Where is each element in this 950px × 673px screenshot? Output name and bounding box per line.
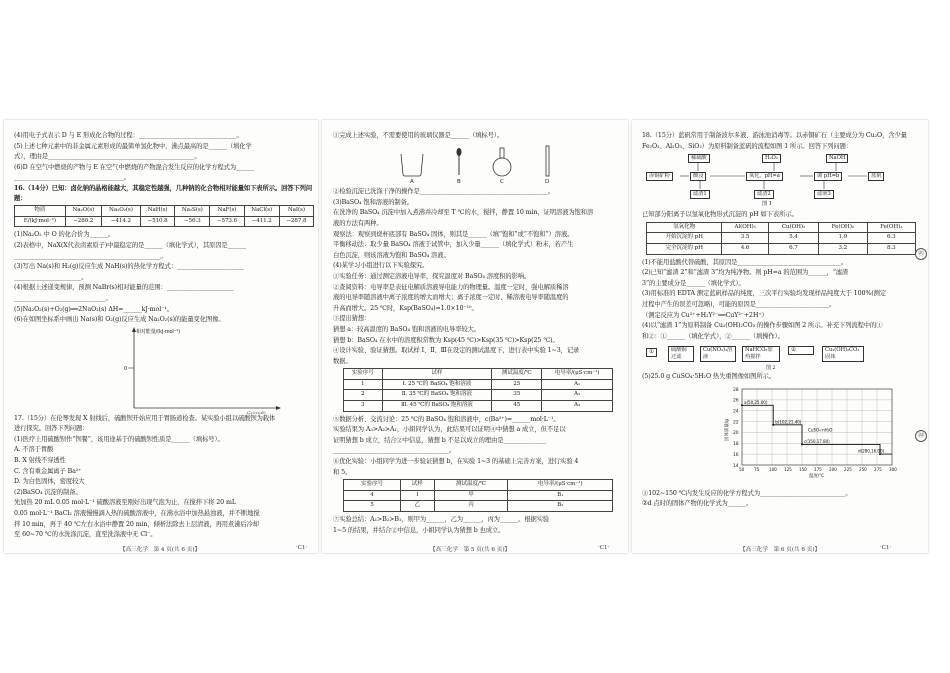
energy-ylabel: 相对能量/(kJ·mol⁻¹) — [136, 328, 181, 335]
apparatus-label-c: C — [500, 178, 504, 184]
tg-ytick: 24 — [733, 409, 739, 415]
ph-table — [646, 222, 916, 255]
t1-cell: 2 — [344, 390, 383, 401]
q16-value: −414.2 — [101, 216, 140, 227]
dropper-figure — [457, 148, 462, 175]
t1-row — [344, 390, 613, 401]
q17-line-10: 0.05 mol·L⁻¹ BaCl₂ 溶液慢慢滴入热的硫酸溶液中，在沸水浴中加热悬浊液，并不断地搅 — [14, 510, 260, 518]
mid-lines-c — [333, 415, 623, 478]
q17-line-3: (1)医疗上用硫酸钡作“钡餐”，该用途基于的硫酸钡性质是______（填标号）。 — [14, 435, 224, 443]
q18-lines-2 — [642, 258, 924, 342]
mid-c-line-4: ______________________________________。 — [333, 447, 456, 455]
q15-line-5: ____________________________________。 — [14, 174, 130, 182]
t2-cell: 乙 — [400, 501, 434, 512]
mid-lines-a — [333, 131, 623, 141]
flow2-step-3: NaHCO₃加热搅拌 — [742, 346, 780, 362]
mid-b-line-17: 数据。 — [333, 357, 352, 365]
t2-cell: 甲 — [434, 490, 508, 501]
page-5-footer-code: ·C1· — [598, 545, 610, 551]
t1-header-1: 实验序号 — [344, 369, 383, 380]
page-5-content — [333, 131, 623, 536]
mid-b-line-2: (3)BaSO₄ 饱和溶液的制备。 — [333, 198, 413, 206]
mid-b-line-12: 升高而增大。25 ℃时，Ksp(BaSO₄)=1.0×10⁻¹⁰。 — [333, 304, 478, 312]
ph-header-2: Al(OH)₃ — [722, 222, 769, 233]
mid-b-line-8: (4)某学习小组进行以下实验探究。 — [333, 262, 429, 270]
q18-line2-5: 过程中产生的误差可忽略)，可能的原因是________________________。 — [642, 300, 836, 308]
page-6-content — [642, 131, 924, 510]
q16-line-8: (5)Na₂O₂(s)+O₂(g)══2NaO₂(s) ΔH=______kJ·mol⁻¹。 — [14, 305, 173, 313]
page-6-footer-code: ·C1· — [880, 545, 892, 551]
ph-header-1: 氢氧化物 — [647, 222, 722, 233]
tg-ytick: 20 — [733, 431, 739, 437]
page-4-content — [14, 131, 314, 541]
tg-xtick: 75 — [754, 466, 760, 472]
mid-b-line-4: 液的方法有两种。 — [333, 219, 383, 227]
mid-b-line-9: ①实验任务：通过测定溶液电导率，探究温度对 BaSO₄ 溶度积的影响。 — [333, 272, 531, 280]
flow1-step-product: 蓝矾 — [868, 172, 884, 181]
mid-c-line-6: 和 5。 — [333, 468, 352, 476]
tg-xtick: 125 — [784, 466, 792, 472]
q16-value: −411.2 — [244, 216, 279, 227]
t1-row — [344, 401, 613, 412]
t2-cell: B₁ — [508, 490, 613, 501]
flow2-step-2: Cu(NO₃)₂溶液 — [700, 346, 736, 362]
ph-cell: 4.6 — [722, 243, 769, 254]
q17-lines — [14, 414, 314, 540]
q16-line-2: (2)表格中，NaX(X代表卤素原子)中最稳定的是______（填化学式），其原因是______ — [14, 241, 246, 249]
mid-lines-d — [333, 515, 623, 535]
mid-b-line-14: 猜想 a：较高温度的 BaSO₄ 饱和溶液的电导率较大。 — [333, 325, 480, 333]
mid-d-line-2: 1~5 的结果，并结合②中信息，小組同学认为猜想 b 也成立。 — [333, 526, 505, 534]
glassware-figure — [333, 142, 623, 184]
t1-row — [344, 379, 613, 390]
mid-b-line-6: 平衡移动法：取少量 BaSO₄ 溶液于试管中，加入少量______（填化学式）粉末，若产生 — [333, 241, 574, 249]
q15-line-3: 式），理由是________________________________________________。 — [14, 153, 201, 161]
mid-b-line-3: 在洗净的 BaSO₄ 沉淀中加入煮沸并冷却至 T ℃的水，搅拌，静置 10 min，证明溶液为饱和溶 — [333, 209, 594, 217]
tg-xtick: 100 — [769, 466, 777, 472]
t2-cell: Ⅰ — [400, 490, 434, 501]
apparatus-label-a: A — [410, 178, 414, 184]
ph-cell: 1.9 — [819, 233, 867, 244]
q18-line2-8: 和②：①______（填化学式），②______（填操作）。 — [642, 332, 784, 340]
tg-ytick: 22 — [733, 420, 739, 426]
q17-line-4: A. 不溶于胃酸 — [14, 446, 54, 454]
q18-line-1: 18.（15分）蓝矾常用于制备波尔多液、游泳池消毒等。以赤铜矿石（主要成分为 Cu₂O，含少量 — [642, 132, 907, 139]
q18-line2-2: (2)已知“滤渣 2”和“滤渣 3”均为纯净物。则 pH=a 的范围为______，“滤渣 — [642, 269, 849, 277]
tg-xtick: 150 — [799, 466, 807, 472]
q16-value: −56.3 — [175, 216, 210, 227]
t1-cell: 35 — [492, 390, 542, 401]
t2-cell: 5 — [344, 501, 401, 512]
q17-line-6: C. 含有重金属离子 Ba²⁺ — [14, 467, 82, 475]
tg-xtick: 250 — [859, 466, 867, 472]
tg-point-label: b(102,21.40) — [775, 419, 802, 425]
mid-b-line-15: 猜想 b：BaSO₄ 在水中的溶度积常数为 Ksp(45 ℃)>Ksp(35 ℃)>Ksp(25 ℃)。 — [333, 336, 559, 344]
mid-b-line-16: ④设计实验、验证猜想。取试样 Ⅰ、Ⅱ、Ⅲ在设定的测试温度下，进行表中实验 1~3，记录 — [333, 347, 580, 355]
t1-cell: 45 — [492, 401, 542, 412]
q17-line-8: (2)BaSO₄ 沉淀的制备。 — [14, 488, 82, 496]
q18-intro: 已知部分阳离子以氢氧化物形式沉淀的 pH 如下表所示。 — [642, 211, 798, 219]
ph-cell: 开始沉淀的 pH — [647, 233, 722, 244]
flow1-arrows — [642, 152, 924, 210]
q18-line2-6: （测定反应为 Cu²⁺+H₂Y²⁻══CuY²⁻+2H⁺） — [642, 311, 768, 319]
flow2-step-4: ② — [788, 346, 814, 355]
mid-c-line-1: ⑤数据分析、交流讨论：25 ℃的 BaSO₄ 饱和溶液中，c(Ba²⁺)=______mol·L⁻¹。 — [333, 415, 560, 423]
t2-cell: 4 — [344, 490, 401, 501]
mid-a-line-1: ①完成上述实验，不需要使用的玻璃仪器是______（填标号）。 — [333, 132, 504, 139]
mid-d-line-1: ⑦实验总结：A₁>B₂>B₁，则甲为______，乙为______，丙为______。根据实验 — [333, 516, 550, 523]
mid-b-line-11: 液的电导率随溶液中离子浓度的增大而增大；离子浓度一定时，稀溶液电导率随温度的 — [333, 294, 569, 302]
flow1-top-2: H₂O₂ — [762, 154, 781, 163]
page-4-footer: 【高三化学 第 4 页(共 6 页)】 — [120, 547, 201, 553]
t2-cell: 丙 — [434, 501, 508, 512]
tg-point — [741, 404, 743, 406]
q16-value: −287.8 — [279, 216, 313, 227]
q16-line-6: (4)根据上述递变规律，预测 NaBr(s)相对能量的范围：______________________ — [14, 284, 234, 292]
apparatus-label-d: D — [545, 178, 550, 184]
t1-cell: Ⅲ. 45 ℃的 BaSO₄ 饱和溶液 — [382, 401, 492, 412]
ph-cell: 6.7 — [768, 243, 818, 254]
conductivity-table-2 — [343, 479, 613, 512]
t1-cell: 1 — [344, 379, 383, 390]
q15-line-1: (4)用电子式表示 D 与 E 形成化合物的过程：________________________________。 — [14, 132, 243, 139]
tg-point-label: a(50,25.00) — [744, 399, 768, 405]
ph-cell: 3.2 — [819, 243, 867, 254]
q18-line3-1: ①102~150 ℃内发生反应的化学方程式为____________________________。 — [642, 489, 852, 497]
tg-point — [772, 424, 774, 426]
flow1-filtrate-3: 滤液3 — [814, 190, 834, 199]
q18-line2-7: (4)以“滤渣 1”为原料制备 Cu₂(OH)₂CO₃ 的操作步骤如图 2 所示。补充下列流程中的① — [642, 322, 883, 330]
t1-header-4: 电导率/(μS·cm⁻¹) — [542, 369, 613, 380]
ph-row — [647, 243, 916, 254]
ph-header-5: Fe(OH)₃ — [867, 222, 915, 233]
flow1-step-oxidize: 氧化、pH=a — [746, 172, 783, 181]
q16-line-3: ________________________________________________。 — [14, 252, 167, 260]
flow1-residue-2: 滤渣2 — [754, 190, 774, 199]
mid-b-line-7: 白色沉淀，则该溶液为饱和 BaSO₄ 溶液。 — [333, 251, 450, 259]
margin-mark-21: ㉑ — [915, 248, 927, 260]
t2-header-1: 实验序号 — [344, 480, 401, 491]
flow2-step-1: ① — [646, 348, 657, 357]
t2-row — [344, 501, 613, 512]
t2-header-4: 电导率/(μS·cm⁻¹) — [508, 480, 613, 491]
t1-cell: A₁ — [542, 379, 613, 390]
t2-header-3: 测试温度/℃ — [434, 480, 508, 491]
q16-line-9: (6)在如图坐标系中画出 Na(s)和 O₂(g)反应生成 Na₂O₂(s)的能量变化图像。 — [14, 316, 225, 324]
tg-point-label: d(280,16.00) — [858, 448, 885, 454]
t1-cell: Ⅱ. 35 ℃的 BaSO₄ 饱和溶液 — [382, 390, 492, 401]
flow2-step-5: Cu₂(OH)₂CO₃固体 — [822, 346, 864, 362]
tg-xlabel: 温度/℃ — [809, 473, 825, 479]
ph-cell: 完全沉淀的 pH — [647, 243, 722, 254]
tg-point-label: c(150,17.80) — [804, 438, 830, 444]
q18-line3-2: ②d 点时的固体产物的化学式为______。 — [642, 500, 753, 508]
q16-header-6: NaF(s) — [210, 206, 244, 217]
q16-header-2: Na₂O(s) — [65, 206, 101, 217]
mid-lines-b — [333, 187, 623, 366]
q15-line-2: (5)上述七种元素中的非金属元素形成的最简单氢化物中，沸点最高的是______（填化学 — [14, 142, 252, 150]
tg-ytick: 18 — [733, 441, 739, 447]
q16-lines — [14, 230, 314, 324]
t2-cell: B₂ — [508, 501, 613, 512]
tg-xtick: 225 — [844, 466, 852, 472]
tg-xtick: 300 — [889, 466, 897, 472]
tg-ylabel: 固体质量/g — [725, 419, 730, 441]
t1-cell: Ⅰ. 25 ℃的 BaSO₄ 饱和溶液 — [382, 379, 492, 390]
flow1-step-ore: 赤铜矿粉 — [646, 172, 673, 181]
mid-b-line-1: ②检验沉淀已洗涤干净的操作是__________________________________________。 — [333, 188, 554, 196]
q17-line-1: 17.（15分）在伦琴发现 X 射线后，硫酸钡开始应用于胃肠道检查。某实验小组以硫酸钡为载体 — [14, 414, 276, 422]
ph-cell: 8.3 — [867, 243, 915, 254]
flask-figure — [493, 148, 511, 176]
q18-line2-1: (1)不能用盐酸代替硫酸，其原因是__________________________________。 — [642, 258, 848, 266]
q18-tg-intro: (5)25.0 g CuSO₄·5H₂O 热失重图像如图所示。 — [642, 373, 775, 381]
q17-line-2: 进行探究。回答下列问题： — [14, 425, 89, 433]
tg-chart — [642, 383, 924, 485]
ph-header-4: Fe(OH)₂ — [819, 222, 867, 233]
energy-origin: 0 — [124, 365, 128, 372]
q16-header-4: NaH(s) — [141, 206, 175, 217]
tg-xtick: 275 — [874, 466, 882, 472]
q16-title: 16.（14分）已知：卤化钠的晶格能越大，其稳定性越强，几种钠的化合物相对能量如下表所示。回答下列问题： — [14, 184, 313, 202]
q16-header-3: Na₂O₂(s) — [101, 206, 140, 217]
page-6-footer: 【高三化学 第 6 页(共 6 页)】 — [740, 547, 821, 553]
ph-row — [647, 233, 916, 244]
page-4-footer-code: ·C1· — [296, 545, 308, 551]
q16-line-4: (3)写出 Na(s)和 H₂(g)反应生成 NaH(s)的热化学方程式：______________________ — [14, 263, 245, 271]
energy-axes-svg — [14, 326, 314, 414]
q16-row-label: E/(kJ·mol⁻¹) — [15, 216, 66, 227]
page-5-footer: 【高三化学 第 5 页(共 6 页)】 — [430, 547, 511, 553]
t1-cell: 25 — [492, 379, 542, 390]
q17-line-11: 拌 10 min，再于 40 ℃左右水浴中静置 20 min，倾析法除去上层清液，再用煮沸后冷却 — [14, 520, 259, 528]
q16-value: −510.8 — [141, 216, 175, 227]
ph-cell: 3.5 — [722, 233, 769, 244]
tg-annotation: CuSO₄·nH₂O — [808, 427, 833, 433]
q16-line-1: (1)Na₂O₂ 中 O 的化合价为______。 — [14, 231, 115, 239]
flow1-top-3: NaOH — [826, 154, 848, 163]
t1-cell: A₃ — [542, 401, 613, 412]
ph-header-3: Cu(OH)₂ — [768, 222, 818, 233]
tg-ytick: 28 — [733, 387, 739, 393]
flow2-start: 硫酸铜过滤 — [668, 346, 694, 362]
tg-xtick: 50 — [739, 466, 745, 472]
flow1-step-leach: 酸浸 — [690, 172, 706, 181]
energy-xlabel — [246, 411, 266, 414]
ph-cell: 5.4 — [768, 233, 818, 244]
conductivity-table-1 — [343, 368, 613, 411]
t2-header-2: 试样 — [400, 480, 434, 491]
flow1-top-1: 稀硫酸 — [688, 154, 710, 163]
mid-c-line-2: 实验结果为 A₃>A₂>A₁，小組同学认为，此结果可以证明④中猜想 a 成立，但不足以 — [333, 426, 566, 434]
q16-value: −280.2 — [65, 216, 101, 227]
t2-row — [344, 490, 613, 501]
q15-lines — [14, 131, 314, 183]
flow1-residue-1: 滤渣1 — [690, 190, 710, 199]
flow1-caption: 图 1 — [762, 201, 773, 208]
energy-axes — [14, 326, 314, 414]
q16-header-1: 物质 — [15, 206, 66, 217]
t1-cell: 3 — [344, 401, 383, 412]
tg-ytick: 26 — [733, 398, 739, 404]
glass-rod-figure — [546, 146, 549, 176]
q16-table — [14, 205, 314, 227]
mid-b-line-10: ②查阅资料：电导率是表征电解质溶液导电能力的物理量。温度一定时，强电解质稀溶 — [333, 283, 569, 291]
t1-header-3: 测试温度/℃ — [492, 369, 542, 380]
q15-line-4: (6)D 在空气中燃烧的产物与 E 在空气中燃烧的产物混合发生反应的化学方程式为______ — [14, 163, 255, 171]
q16-line-7: ______________________________。 — [14, 294, 112, 302]
t1-cell: A₂ — [542, 390, 613, 401]
q17-line-12: 至 60~70 ℃的水洗涤沉淀，直至洗涤液中无 Cl⁻。 — [14, 531, 157, 539]
tg-xtick: 175 — [814, 466, 822, 472]
q17-line-7: D. 为白色固体，密度较大 — [14, 478, 85, 486]
flow2-caption: 图 2 — [766, 365, 776, 372]
q17-line-9: 先加热 20 mL 0.05 mol·L⁻¹ 硫酸溶液至刚好出现气泡为止，在搅拌下将 20 mL — [14, 499, 236, 507]
beaker-figure — [401, 154, 423, 176]
q18-lines — [642, 131, 924, 151]
q16-header-8: NaI(s) — [279, 206, 313, 217]
q18-line2-3: 3”的主要成分是______（填化学式）。 — [642, 279, 745, 287]
flow1-step-adjust: 调 pH=b — [814, 172, 842, 181]
mid-c-line-5: ⑥优化实验：小组同学为进一步验证猜想 b，在实验 1~3 的基础上完善方案，进行实验 4 — [333, 458, 579, 466]
q16-header-7: NaCl(s) — [244, 206, 279, 217]
flow-figure-1 — [642, 152, 924, 210]
tg-xtick: 200 — [829, 466, 837, 472]
flow-figure-2 — [642, 342, 924, 372]
mid-c-line-3: 证明猜想 b 成立，结合②中信息，猜想 b 不足以成立的理由是______________ — [333, 436, 547, 444]
q16-value: −573.6 — [210, 216, 244, 227]
tg-ytick: 14 — [733, 463, 739, 469]
ph-cell: 6.3 — [867, 233, 915, 244]
q18-line2-4: (3)用标准的 EDTA 测定蓝矾样品的纯度，三次平行实验均发现样品纯度大于 100%(测定 — [642, 290, 887, 298]
q18-line-2: Fe₂O₃、Al₂O₃、SiO₂）为原料制备蓝矾的流程如图 1 所示。回答下列问题： — [642, 142, 852, 150]
tg-ytick: 16 — [733, 452, 739, 458]
q18-lines-3 — [642, 489, 924, 509]
t1-header-2: 试样 — [382, 369, 492, 380]
q16-header-5: Na₂S(s) — [175, 206, 210, 217]
tg-point — [801, 443, 803, 445]
mid-b-line-5: 观察法：观察到烧杯底部有 BaSO₄ 固体，则其是______（填“饱和”或“不饱和”）溶液。 — [333, 230, 574, 238]
mid-b-line-13: ③提出猜想： — [333, 315, 371, 323]
q16-line-5: ______________________。 — [14, 273, 88, 281]
apparatus-label-b: B — [457, 178, 461, 184]
margin-mark-22: ㉒ — [915, 430, 927, 442]
q17-line-5: B. X 射线不穿透性 — [14, 457, 66, 465]
